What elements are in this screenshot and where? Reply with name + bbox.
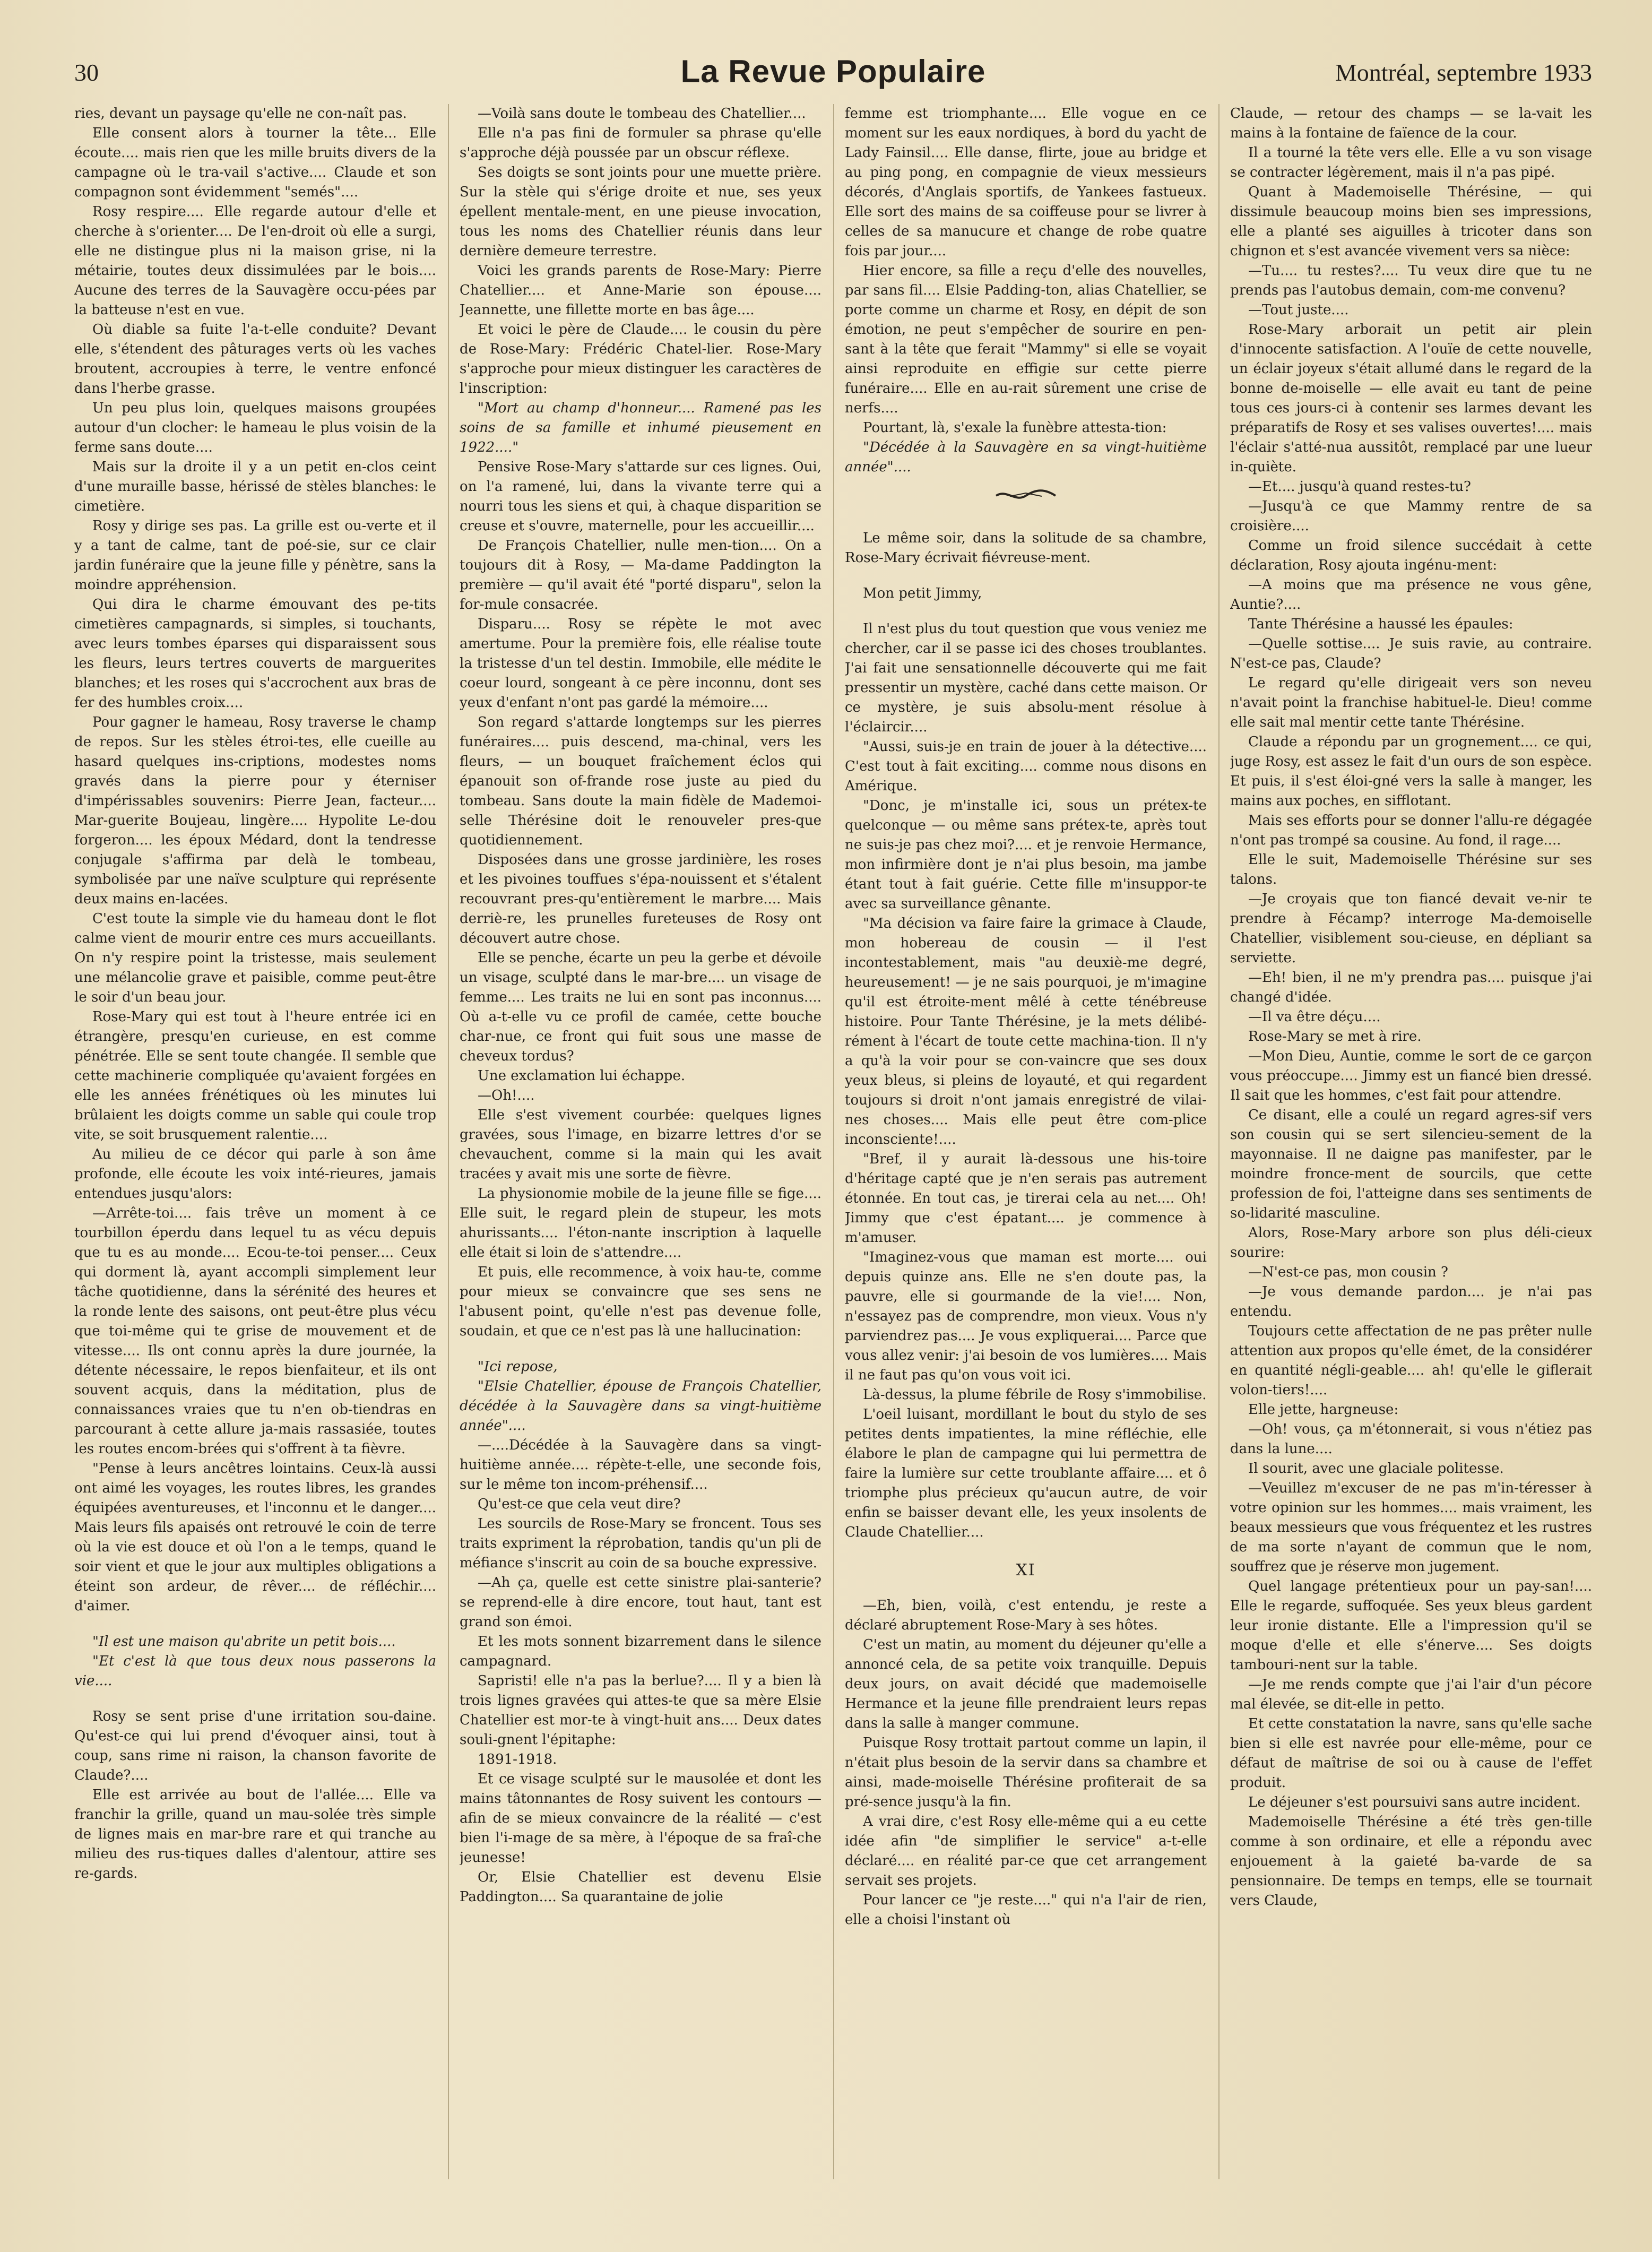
- paragraph: Un peu plus loin, quelques maisons groupées autour d'un clocher: le hameau le plus voisin de la ferme sans doute....: [74, 400, 436, 455]
- paragraph: —Veuillez m'excuser de ne pas m'in-téresser à votre opinion sur les hommes.... mais vraiment, les beaux messieurs que vous fréquentez et les rustres de ma sorte n'ayant de commun que le nom, souffrez que je réserve mon jugement.: [1230, 1480, 1592, 1575]
- paragraph: Rose-Mary se met à rire.: [1248, 1029, 1422, 1045]
- paragraph: Le déjeuner s'est poursuivi sans autre incident.: [1248, 1794, 1581, 1810]
- paragraph: Elle consent alors à tourner la tête... Elle écoute.... mais rien que les mille bruits divers de la campagne où le tra-vail s'active.... Claude et son compagnon sont évidemment "semés"....: [74, 125, 436, 200]
- paragraph: Pourtant, là, s'exale la funèbre attesta-tion:: [863, 420, 1167, 436]
- paragraph: De François Chatellier, nulle men-tion.... On a toujours dit à Rosy, — Ma-dame Paddington la première — qu'il avait été "porté disparu", selon la for-mule consacrée.: [460, 538, 821, 612]
- paragraph: "Décédée à la Sauvagère en sa vingt-huitième année"....: [845, 439, 1207, 475]
- paragraph: Elle n'a pas fini de formuler sa phrase qu'elle s'approche déjà poussée par un obscur réflexe.: [460, 125, 821, 161]
- paragraph: —Tu.... tu restes?.... Tu veux dire que tu ne prends pas l'autobus demain, com-me convenu?: [1230, 263, 1592, 298]
- paragraph: —Je croyais que ton fiancé devait ve-nir te prendre à Fécamp? interroge Ma-demoiselle Chatellier, visiblement sou-cieuse, en dépliant sa serviette.: [1230, 891, 1592, 966]
- paragraph: Rosy respire.... Elle regarde autour d'elle et cherche à s'orienter.... De l'en-droit où elle a surgi, elle ne distingue plus ni la maison grise, ni la métairie, toutes deux dissimulées par le bois.... Aucune des terres de la Sauvagère occu-pées par la batteuse n'est en vue.: [74, 204, 436, 318]
- paragraph: "Mort au champ d'honneur.... Ramené pas les soins de sa famille et inhumé pieusement en 1922....": [460, 400, 821, 455]
- paragraph: Une exclamation lui échappe.: [478, 1068, 686, 1084]
- paragraph: —Oh! vous, ça m'étonnerait, si vous n'étiez pas dans la lune....: [1230, 1421, 1592, 1457]
- paragraph: Pour gagner le hameau, Rosy traverse le champ de repos. Sur les stèles étroi-tes, elle cueille au hasard quelques ins-criptions, modestes noms gravés dans la pierre pour y éterniser d'impérissables souvenirs: Pierre Jean, facteur.... Mar-guerite Boujeau, lingère.... Hypolite Le-dou forgeron.... les époux Médard, dont la tendresse conjugale s'affirma par delà le tombeau, symbolisée par une naïve sculpture qui représente deux mains en-lacées.: [74, 714, 436, 907]
- paragraph: "Bref, il y aurait là-dessous une his-toire d'héritage capté que je n'en serais pas autrement étonnée. En tout cas, je tirerai cela au net.... Oh! Jimmy que c'est épatant.... je commence à m'amuser.: [845, 1151, 1207, 1246]
- paragraph: Il a tourné la tête vers elle. Elle a vu son visage se contracter légèrement, mais il n'a pas pipé.: [1230, 145, 1592, 180]
- paragraph: Qui dira le charme émouvant des pe-tits cimetières campagnards, si simples, si touchants, avec leurs tombes éparses qui disparaissent sous les fleurs, leurs tertres couverts de marguerites blanches; et les roses qui s'accrochent aux bras de fer des humbles croix....: [74, 597, 436, 711]
- paragraph: —N'est-ce pas, mon cousin ?: [1248, 1264, 1448, 1280]
- article-columns: [74, 104, 1592, 2179]
- paragraph: L'oeil luisant, mordillant le bout du stylo de ses petites dents impatientes, la mine réfléchie, elle élabore le plan de campagne qui lui permettra de faire la lumière sur cette troublante affaire.... et ô triomphe plus précieux qu'aucun autre, de voir enfin se baisser devant elle, les yeux insolents de Claude Chatellier....: [845, 1407, 1207, 1540]
- paragraph: "Pense à leurs ancêtres lointains. Ceux-là aussi ont aimé les voyages, les routes libres, les grandes équipées aventureuses, et l'inconnu et le danger.... Mais leurs fils apaisés ont retrouvé le coin de terre où la vie est douce et où l'on a le temps, quand le soir vient et que le jour aux multiples obligations a éteint son ardeur, de rêver.... de réfléchir.... d'aimer.: [74, 1461, 436, 1614]
- paragraph: Là-dessus, la plume fébrile de Rosy s'immobilise.: [863, 1387, 1207, 1403]
- paragraph: Elle le suit, Mademoiselle Thérésine sur ses talons.: [1230, 852, 1592, 887]
- paragraph: Disposées dans une grosse jardinière, les roses et les pivoines touffues s'épa-nouissent et s'étalent recouvrant pres-qu'entièrement le marbre.... Mais derriè-re, les prunelles fureteuses de Rosy ont découvert autre chose.: [460, 852, 821, 946]
- paragraph: Le même soir, dans la solitude de sa chambre, Rose-Mary écrivait fiévreuse-ment.: [845, 530, 1207, 566]
- paragraph: Ce disant, elle a coulé un regard agres-sif vers son cousin qui se sert silencieu-sement de la mayonnaise. Il ne daigne pas manifester, par le moindre fronce-ment de sourcils, que cette profession de foi, l'atteigne dans ses sentiments de so-lidarité masculine.: [1230, 1107, 1592, 1221]
- paragraph: Rose-Mary arborait un petit air plein d'innocente satisfaction. A l'ouïe de cette nouvelle, un éclair joyeux s'était allumé dans le regard de la bonne de-moiselle — elle avait eu tant de peine tous ces jours-ci à contenir ses larmes devant les préparatifs de Rosy et ses valises ouvertes!.... mais l'éclair s'atté-nua aussitôt, remplacé par une lueur in-quiète.: [1230, 322, 1592, 475]
- paragraph: Au milieu de ce décor qui parle à son âme profonde, elle écoute les voix inté-rieures, jamais entendues jusqu'alors:: [74, 1146, 436, 1202]
- column-divider: [833, 104, 834, 2179]
- paragraph: Son regard s'attarde longtemps sur les pierres funéraires.... puis descend, ma-chinal, vers les fleurs, — un bouquet fraîchement éclos qui épanouit son of-frande rose juste au pied du tombeau. Sans doute la main fidèle de Mademoi-selle Thérésine doit le renouveler pres-que quotidiennement.: [460, 714, 821, 848]
- chapter-heading: XI: [1016, 1561, 1036, 1580]
- paragraph: Rosy y dirige ses pas. La grille est ou-verte et il y a tant de calme, tant de poé-sie, sur ce clair jardin funéraire que la jeune fille y pénètre, sans la moindre appréhension.: [74, 518, 436, 593]
- paragraph: —A moins que ma présence ne vous gêne, Auntie?....: [1230, 577, 1592, 612]
- paragraph: Rose-Mary qui est tout à l'heure entrée ici en étrangère, presqu'en curieuse, en est comme pénétrée. Elle se sent toute changée. Il semble que cette machinerie compliquée qu'avaient forgées en elle les années frénétiques où les minutes lui brûlaient les doigts comme un sable qui coule trop vite, se soit brusquement ralentie....: [74, 1009, 436, 1143]
- paragraph: "Aussi, suis-je en train de jouer à la détective.... C'est tout à fait exciting.... comme nous disons en Amérique.: [845, 739, 1207, 794]
- paragraph: Les sourcils de Rose-Mary se froncent. Tous ses traits expriment la réprobation, tandis qu'un pli de méfiance s'inscrit au coin de sa bouche expressive.: [460, 1516, 821, 1571]
- paragraph: —Quelle sottise.... Je suis ravie, au contraire. N'est-ce pas, Claude?: [1230, 636, 1592, 671]
- paragraph: Et puis, elle recommence, à voix hau-te, comme pour mieux se convaincre que ses sens ne l'abusent point, qu'elle n'est pas devenue folle, soudain, et que ce n'est pas là une hallucination:: [460, 1264, 821, 1339]
- paragraph: "Ici repose,: [478, 1359, 558, 1375]
- paragraph: Il sourit, avec une glaciale politesse.: [1248, 1461, 1504, 1477]
- paragraph: —Ah ça, quelle est cette sinistre plai-santerie? se reprend-elle à dire encore, tout haut, tant est grand son émoi.: [460, 1575, 821, 1630]
- paragraph: Toujours cette affectation de ne pas prêter nulle attention aux propos qu'elle émet, de la considérer en quantité négli-geable.... ah! qu'elle le giflerait volon-tiers!....: [1230, 1323, 1592, 1398]
- paragraph: "Donc, je m'installe ici, sous un prétex-te quelconque — ou même sans prétex-te, après tout ne suis-je pas chez moi?.... et je renvoie Hermance, mon infirmière dont je n'ai plus besoin, ma jambe étant tout à fait guérie. Cette fille m'insuppor-te avec sa surveillance gênante.: [845, 798, 1207, 912]
- column-1: [74, 104, 436, 2179]
- paragraph: Mademoiselle Thérésine a été très gen-tille comme à son ordinaire, et elle a répondu avec enjouement à la gaieté ba-varde de sa pensionnaire. De temps en temps, elle se tournait vers Claude,: [1230, 1814, 1592, 1909]
- paragraph: Pensive Rose-Mary s'attarde sur ces lignes. Oui, on l'a ramené, lui, dans la vivante terre qui a nourri tous les siens et qui, à chaque disparition se creuse et s'ouvre, maternelle, pour les accueillir....: [460, 459, 821, 534]
- column-2: [460, 104, 821, 2179]
- paragraph: Et ce visage sculpté sur le mausolée et dont les mains tâtonnantes de Rosy suivent les contours — afin de se mieux convaincre de la réalité — c'est bien l'i-mage de sa mère, à l'époque de sa fraî-che jeunesse!: [460, 1771, 821, 1866]
- paragraph: Pour lancer ce "je reste...." qui n'a l'air de rien, elle a choisi l'instant où: [845, 1892, 1207, 1928]
- paragraph: Comme un froid silence succédait à cette déclaration, Rosy ajouta ingénu-ment:: [1230, 538, 1592, 573]
- paragraph: —Voilà sans doute le tombeau des Chatellier....: [478, 106, 806, 122]
- paragraph: Elle se penche, écarte un peu la gerbe et dévoile un visage, sculpté dans le mar-bre.... un visage de femme.... Les traits ne lui en sont pas inconnus.... Où a-t-elle vu ce profil de camée, cette bouche char-nue, ce front qui fuit sous une masse de cheveux tordus?: [460, 950, 821, 1064]
- paragraph: "Il est une maison qu'abrite un petit bois....: [92, 1634, 396, 1650]
- paragraph: —Et.... jusqu'à quand restes-tu?: [1248, 479, 1471, 495]
- paragraph: C'est un matin, au moment du déjeuner qu'elle a annoncé cela, de sa petite voix tranquille. Depuis deux jours, on avait décidé que mademoiselle Hermance et la jeune fille prendraient leurs repas dans la salle à manger commune.: [845, 1637, 1207, 1731]
- paragraph: Mais sur la droite il y a un petit en-clos ceint d'une muraille basse, hérissé de stèles blanches: le cimetière.: [74, 459, 436, 514]
- page-number: 30: [74, 59, 99, 86]
- paragraph: "Et c'est là que tous deux nous passerons la vie....: [74, 1653, 436, 1689]
- paragraph: Claude a répondu par un grognement.... ce qui, juge Rosy, est assez le fait d'un ours de son espèce. Et puis, il s'est éloi-gné vers la salle à manger, les mains aux poches, en sifflotant.: [1230, 734, 1592, 809]
- paragraph: La physionomie mobile de la jeune fille se fige.... Elle suit, le regard plein de stupeur, les mots ahurissants.... l'éton-nante inscription à laquelle elle était si loin de s'attendre....: [460, 1186, 821, 1261]
- paragraph: Le regard qu'elle dirigeait vers son neveu n'avait point la franchise habituel-le. Dieu! comme elle sait mal mentir cette tante Thérésine.: [1230, 675, 1592, 730]
- paragraph: C'est toute la simple vie du hameau dont le flot calme vient de mourir entre ces murs accueillants. On n'y respire point la tristesse, mais seulement une mélancolie grave et paisible, comme peut-être le soir d'un beau jour.: [74, 911, 436, 1005]
- paragraph: "Elsie Chatellier, épouse de François Chatellier, décédée à la Sauvagère dans sa vingt-huitième année"....: [460, 1378, 821, 1434]
- paragraph: Mais ses efforts pour se donner l'allu-re dégagée n'ont pas trompé sa cousine. Au fond, il rage....: [1230, 813, 1592, 848]
- paragraph: Elle s'est vivement courbée: quelques lignes gravées, sous l'image, en bizarre lettres d'or se chevauchent, comme si la main qui les avait tracées y avait mis une sorte de fièvre.: [460, 1107, 821, 1182]
- paragraph: —Tout juste....: [1248, 302, 1349, 318]
- column-divider: [1218, 104, 1219, 2179]
- paragraph: Où diable sa fuite l'a-t-elle conduite? Devant elle, s'étendent des pâturages verts où les vaches broutent, accroupies à terre, le ventre enfoncé dans l'herbe grasse.: [74, 322, 436, 396]
- paragraph: Et voici le père de Claude.... le cousin du père de Rose-Mary: Frédéric Chatel-lier. Rose-Mary s'approche pour mieux distinguer les caractères de l'inscription:: [460, 322, 821, 396]
- paragraph: Voici les grands parents de Rose-Mary: Pierre Chatellier.... et Anne-Marie son épouse.... Jeannette, une fillette morte en bas âge....: [460, 263, 821, 318]
- paragraph: —Il va être déçu....: [1248, 1009, 1381, 1025]
- column-4: [1230, 104, 1592, 2179]
- paragraph: Puisque Rosy trottait partout comme un lapin, il n'était plus besoin de la servir dans sa chambre et ainsi, made-moiselle Thérésine profiterait de sa pré-sence jusqu'à la fin.: [845, 1735, 1207, 1810]
- paragraph: 1891-1918.: [478, 1751, 557, 1767]
- page-header: [74, 53, 1592, 96]
- paragraph: Claude, — retour des champs — se la-vait les mains à la fontaine de faïence de la cour.: [1230, 106, 1592, 141]
- paragraph: Or, Elsie Chatellier est devenu Elsie Paddington.... Sa quarantaine de jolie: [460, 1869, 821, 1905]
- paragraph: femme est triomphante.... Elle vogue en ce moment sur les eaux nordiques, à bord du yacht de Lady Fainsil.... Elle danse, flirte, joue au bridge et au ping pong, en compagnie de vieux messieurs décorés, d'Anglais sportifs, de Yankees fastueux. Elle sort des mains de sa coiffeuse pour se livrer à celles de sa manucure et change de robe quatre fois par jour....: [845, 106, 1207, 259]
- paragraph: "Ma décision va faire faire la grimace à Claude, mon hobereau de cousin — il l'est incontestablement, mais "au deuxiè-me degré, heureusement! — je ne sais pourquoi, je m'imagine qu'il est étroite-ment mêlé à cette ténébreuse histoire. Pour Tante Thérésine, je la mets délibé-rément à l'écart de toute cette machina-tion. Il n'y a qu'à la voir pour se con-vaincre que ses doux yeux bleus, si pleins de loyauté, et qui regardent toujours si droit n'ont jamais enregistré de vilai-nes choses.... Mais elle peut être com-plice inconsciente!....: [845, 916, 1207, 1147]
- column-3: [845, 104, 1207, 2179]
- paragraph: Tante Thérésine a haussé les épaules:: [1248, 616, 1513, 632]
- paragraph: Mon petit Jimmy,: [863, 585, 982, 601]
- paragraph: —Eh! bien, il ne m'y prendra pas.... puisque j'ai changé d'idée.: [1230, 970, 1592, 1005]
- dateline: Montréal, septembre 1933: [1335, 59, 1592, 86]
- paragraph: Disparu.... Rosy se répète le mot avec amertume. Pour la première fois, elle réalise toute la tristesse d'un tel destin. Immobile, elle médite le coeur lourd, songeant à ce père inconnu, dont ses yeux d'enfant n'ont pas gardé la mémoire....: [460, 616, 821, 711]
- paragraph: Alors, Rose-Mary arbore son plus déli-cieux sourire:: [1230, 1225, 1592, 1261]
- paragraph: Sapristi! elle n'a pas la berlue?.... Il y a bien là trois lignes gravées qui attes-te que sa mère Elsie Chatellier est mor-te à vingt-huit ans.... Deux dates souli-gnent l'épitaphe:: [460, 1673, 821, 1748]
- column-divider: [448, 104, 449, 2179]
- paragraph: —Jusqu'à ce que Mammy rentre de sa croisière....: [1230, 498, 1592, 534]
- paragraph: —Je vous demande pardon.... je n'ai pas entendu.: [1230, 1284, 1592, 1319]
- paragraph: Ses doigts se sont joints pour une muette prière. Sur la stèle qui s'érige droite et nue, ses yeux épellent mentale-ment, en une pieuse invocation, tous les noms des Chatellier réunis dans leur dernière demeure terrestre.: [460, 165, 821, 259]
- paragraph: Et les mots sonnent bizarrement dans le silence campagnard.: [460, 1634, 821, 1669]
- paragraph: —Je me rends compte que j'ai l'air d'un pécore mal élevée, se dit-elle in petto.: [1230, 1677, 1592, 1712]
- paragraph: —Eh, bien, voilà, c'est entendu, je reste a déclaré abruptement Rose-Mary à ses hôtes.: [845, 1598, 1207, 1633]
- paragraph: ries, devant un paysage qu'elle ne con-naît pas.: [74, 106, 407, 122]
- paragraph: Elle jette, hargneuse:: [1248, 1402, 1399, 1418]
- paragraph: A vrai dire, c'est Rosy elle-même qui a eu cette idée afin "de simplifier le service" a-t-elle déclaré.... en réalité par-ce que cet arrangement servait ses projets.: [845, 1814, 1207, 1888]
- paragraph: Quant à Mademoiselle Thérésine, — qui dissimule beaucoup moins bien ses impressions, elle a planté ses aiguilles à tricoter dans son chignon et s'est avancée vivement vers sa nièce:: [1230, 184, 1592, 259]
- section-ornament: [845, 488, 1207, 510]
- journal-title: La Revue Populaire: [680, 54, 986, 89]
- paragraph: —Arrête-toi.... fais trêve un moment à ce tourbillon éperdu dans lequel tu as vécu depuis que tu es au monde.... Ecou-te-toi penser.... Ceux qui dorment là, ayant accompli simplement leur tâche quotidienne, dans la sérénité des heures et la ronde lente des saisons, ont peut-être plus vécu que toi-même qui te grise de mouvement et de vitesse.... Ils ont connu après la dure journée, la détente nécessaire, le repos bienfaiteur, et ils ont souvent acquis, dans la méditation, plus de connaissances vraies que tu n'en ob-tiendras en parcourant à cette allure ja-mais rassasiée, toutes les routes encom-brées qui s'offrent à ta fièvre.: [74, 1205, 436, 1457]
- paragraph: —....Décédée à la Sauvagère dans sa vingt-huitième année.... répète-t-elle, une seconde fois, sur le même ton incom-préhensif....: [460, 1437, 821, 1492]
- paragraph: Et cette constatation la navre, sans qu'elle sache bien si elle est navrée pour elle-même, pour ce défaut de maîtrise de soi ou à cause de l'effet produit.: [1230, 1716, 1592, 1791]
- paragraph: Elle est arrivée au bout de l'allée.... Elle va franchir la grille, quand un mau-solée très simple de lignes mais en mar-bre rare et qui tranche au milieu des rus-tiques dalles d'alentour, attire ses re-gards.: [74, 1787, 436, 1882]
- paragraph: —Oh!....: [478, 1088, 535, 1103]
- paragraph: Quel langage prétentieux pour un pay-san!.... Elle le regarde, suffoquée. Ses yeux bleus gardent leur ironie distante. Elle a l'impression qu'il se moque d'elle et elle s'énerve.... Ses doigts tambouri-nent sur la table.: [1230, 1578, 1592, 1673]
- paragraph: Qu'est-ce que cela veut dire?: [478, 1496, 681, 1512]
- paragraph: "Imaginez-vous que maman est morte.... oui depuis quinze ans. Elle ne s'en doute pas, la pauvre, elle si gourmande de la vie!.... Non, n'essayez pas de comprendre, mon vieux. Vous n'y parviendrez pas.... Je vous expliquerai.... Parce que vous allez venir: j'ai besoin de vos lumières.... Mais il ne faut pas qu'on vous voit ici.: [845, 1249, 1207, 1383]
- paragraph: Hier encore, sa fille a reçu d'elle des nouvelles, par sans fil.... Elsie Padding-ton, alias Chatellier, se porte comme un charme et Rosy, en dépit de son émotion, ne peut s'empêcher de sourire en pen-sant à la tête que ferait "Mammy" si elle se voyait ainsi reproduite en effigie sur cette pierre funéraire.... Elle en au-rait sûrement une crise de nerfs....: [845, 263, 1207, 416]
- paragraph: —Mon Dieu, Auntie, comme le sort de ce garçon vous préoccupe.... Jimmy est un fiancé bien dressé. Il sait que les hommes, c'est fait pour attendre.: [1230, 1048, 1592, 1103]
- paragraph: Rosy se sent prise d'une irritation sou-daine. Qu'est-ce qui lui prend d'évoquer ainsi, tout à coup, sans rime ni raison, la chanson favorite de Claude?....: [74, 1709, 436, 1783]
- paragraph: Il n'est plus du tout question que vous veniez me chercher, car il se passe ici des choses troublantes. J'ai fait une sensationnelle découverte qui me fait pressentir un mystère, caché dans cette maison. Or ce mystère, je suis absolu-ment résolue à l'éclaircir....: [845, 621, 1207, 735]
